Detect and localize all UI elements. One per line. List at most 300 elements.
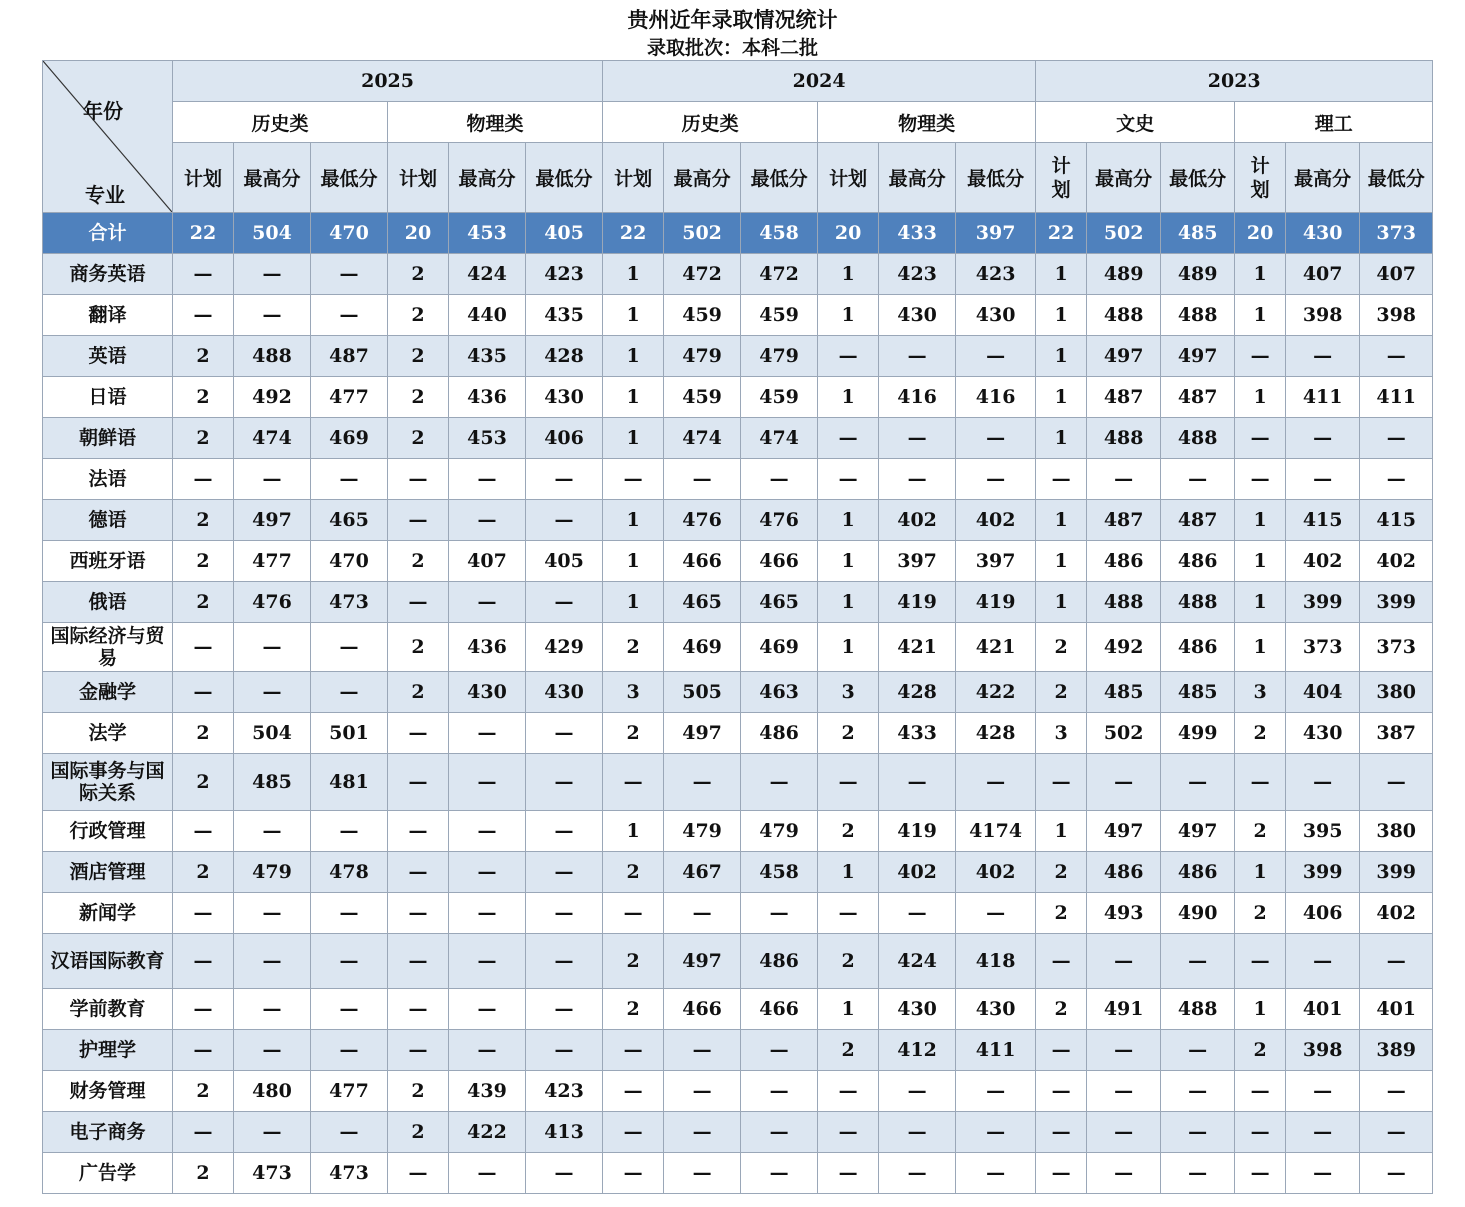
table-row <box>43 418 1433 459</box>
value-cell: — <box>173 1112 234 1153</box>
value-cell: 424 <box>449 254 526 295</box>
major-name-cell: 法语 <box>43 459 173 500</box>
value-cell: 480 <box>234 1071 311 1112</box>
value-cell: 486 <box>1161 623 1235 672</box>
value-cell: 433 <box>879 713 956 754</box>
value-cell: 406 <box>526 418 603 459</box>
value-cell: 463 <box>741 672 818 713</box>
value-cell: 22 <box>1036 213 1087 254</box>
value-cell: 1 <box>818 377 879 418</box>
value-cell: — <box>1161 1071 1235 1112</box>
value-cell: — <box>879 1071 956 1112</box>
major-name-cell: 电子商务 <box>43 1112 173 1153</box>
value-cell: — <box>526 713 603 754</box>
value-cell: 399 <box>1286 582 1360 623</box>
value-cell: — <box>173 1030 234 1071</box>
value-cell: — <box>1036 1112 1087 1153</box>
value-cell: — <box>1235 1112 1286 1153</box>
value-cell: 474 <box>741 418 818 459</box>
value-cell: — <box>173 934 234 989</box>
value-cell: 465 <box>311 500 388 541</box>
value-cell: — <box>526 459 603 500</box>
table-row <box>43 713 1433 754</box>
value-cell: 1 <box>1235 989 1286 1030</box>
value-cell: 430 <box>1286 213 1360 254</box>
table-row <box>43 459 1433 500</box>
value-cell: 2 <box>603 852 664 893</box>
group-header: 理工 <box>1235 102 1433 143</box>
table-row <box>43 336 1433 377</box>
value-cell: 397 <box>879 541 956 582</box>
value-cell: 428 <box>526 336 603 377</box>
value-cell: — <box>741 459 818 500</box>
value-cell: — <box>234 623 311 672</box>
value-cell: — <box>173 672 234 713</box>
value-cell: 488 <box>1161 582 1235 623</box>
value-cell: — <box>818 1112 879 1153</box>
value-cell: — <box>1087 1030 1161 1071</box>
value-cell: 488 <box>1087 418 1161 459</box>
value-cell: — <box>1235 336 1286 377</box>
page-subtitle: 录取批次：本科二批 <box>646 37 818 59</box>
value-cell: 2 <box>173 713 234 754</box>
value-cell: — <box>741 1112 818 1153</box>
value-cell: — <box>234 459 311 500</box>
value-cell: — <box>664 1153 741 1194</box>
value-cell: — <box>234 893 311 934</box>
value-cell: 481 <box>311 754 388 811</box>
value-cell: 476 <box>741 500 818 541</box>
value-cell: 404 <box>1286 672 1360 713</box>
value-cell: 487 <box>311 336 388 377</box>
value-cell: — <box>1235 1071 1286 1112</box>
value-cell: 1 <box>603 541 664 582</box>
column-header <box>311 143 388 213</box>
value-cell: — <box>1161 459 1235 500</box>
value-cell: 2 <box>388 1071 449 1112</box>
value-cell: 1 <box>818 541 879 582</box>
value-cell: 486 <box>1161 541 1235 582</box>
value-cell: 465 <box>664 582 741 623</box>
value-cell: — <box>741 1153 818 1194</box>
value-cell: — <box>1036 1071 1087 1112</box>
value-cell: 2 <box>1235 1030 1286 1071</box>
value-cell: 485 <box>1161 672 1235 713</box>
value-cell: — <box>234 672 311 713</box>
value-cell: 423 <box>526 1071 603 1112</box>
value-cell: 497 <box>1087 336 1161 377</box>
column-header-label: 最高分 <box>673 168 731 190</box>
value-cell: 487 <box>1161 377 1235 418</box>
value-cell: — <box>1360 1112 1433 1153</box>
value-cell: 2 <box>388 418 449 459</box>
value-cell: 491 <box>1087 989 1161 1030</box>
major-name-cell: 合计 <box>43 213 173 254</box>
value-cell: 504 <box>234 213 311 254</box>
table-row <box>43 1030 1433 1071</box>
value-cell: 428 <box>879 672 956 713</box>
value-cell: 488 <box>234 336 311 377</box>
value-cell: — <box>818 1153 879 1194</box>
value-cell: — <box>1087 934 1161 989</box>
value-cell: 497 <box>664 713 741 754</box>
value-cell: — <box>1286 336 1360 377</box>
value-cell: 1 <box>818 623 879 672</box>
value-cell: — <box>1161 934 1235 989</box>
value-cell: — <box>388 934 449 989</box>
column-header <box>1235 143 1286 213</box>
corner-year-label: 年份 <box>83 99 123 123</box>
value-cell: 2 <box>388 336 449 377</box>
major-name-cell: 新闻学 <box>43 893 173 934</box>
value-cell: 477 <box>234 541 311 582</box>
value-cell: 458 <box>741 852 818 893</box>
major-name-cell: 金融学 <box>43 672 173 713</box>
table-row <box>43 934 1433 989</box>
table-row <box>43 989 1433 1030</box>
major-name-cell: 朝鲜语 <box>43 418 173 459</box>
value-cell: — <box>603 1153 664 1194</box>
corner-major-label: 专业 <box>85 183 125 207</box>
value-cell: — <box>879 459 956 500</box>
value-cell: 490 <box>1161 893 1235 934</box>
table-row <box>43 582 1433 623</box>
value-cell: — <box>818 754 879 811</box>
value-cell: — <box>1235 1153 1286 1194</box>
value-cell: — <box>1360 418 1433 459</box>
value-cell: — <box>449 811 526 852</box>
value-cell: 474 <box>234 418 311 459</box>
value-cell: — <box>664 1112 741 1153</box>
major-name-cell: 国际经济与贸易 <box>43 623 173 672</box>
value-cell: 20 <box>1235 213 1286 254</box>
column-header <box>741 143 818 213</box>
value-cell: — <box>664 893 741 934</box>
value-cell: 380 <box>1360 811 1433 852</box>
value-cell: 493 <box>1087 893 1161 934</box>
value-cell: 398 <box>1360 295 1433 336</box>
value-cell: 1 <box>1036 254 1087 295</box>
table-row <box>43 754 1433 811</box>
value-cell: — <box>956 893 1036 934</box>
value-cell: — <box>1286 934 1360 989</box>
value-cell: 20 <box>818 213 879 254</box>
value-cell: — <box>526 811 603 852</box>
value-cell: 2 <box>173 336 234 377</box>
value-cell: 435 <box>526 295 603 336</box>
value-cell: 453 <box>449 213 526 254</box>
column-header <box>818 143 879 213</box>
value-cell: — <box>173 623 234 672</box>
value-cell: 466 <box>664 989 741 1030</box>
value-cell: — <box>173 893 234 934</box>
major-name-cell: 广告学 <box>43 1153 173 1194</box>
column-header <box>1161 143 1235 213</box>
value-cell: 430 <box>449 672 526 713</box>
value-cell: 415 <box>1286 500 1360 541</box>
column-header-label: 最高分 <box>243 168 301 190</box>
value-cell: 486 <box>741 934 818 989</box>
value-cell: 430 <box>1286 713 1360 754</box>
value-cell: — <box>603 754 664 811</box>
value-cell: 2 <box>388 1112 449 1153</box>
value-cell: 1 <box>1235 852 1286 893</box>
major-name-cell: 行政管理 <box>43 811 173 852</box>
value-cell: 397 <box>956 541 1036 582</box>
value-cell: — <box>1286 418 1360 459</box>
value-cell: — <box>1360 336 1433 377</box>
value-cell: — <box>1235 934 1286 989</box>
value-cell: 470 <box>311 213 388 254</box>
value-cell: 395 <box>1286 811 1360 852</box>
value-cell: 1 <box>603 418 664 459</box>
value-cell: 502 <box>664 213 741 254</box>
value-cell: 453 <box>449 418 526 459</box>
column-header <box>1087 143 1161 213</box>
value-cell: 2 <box>818 713 879 754</box>
column-header-label: 最高分 <box>1294 168 1352 190</box>
value-cell: 3 <box>1235 672 1286 713</box>
value-cell: 430 <box>526 377 603 418</box>
value-cell: — <box>956 459 1036 500</box>
value-cell: 487 <box>1087 500 1161 541</box>
column-header <box>879 143 956 213</box>
value-cell: — <box>818 418 879 459</box>
value-cell: — <box>664 1071 741 1112</box>
value-cell: 406 <box>1286 893 1360 934</box>
value-cell: — <box>173 459 234 500</box>
major-name-cell: 西班牙语 <box>43 541 173 582</box>
value-cell: 488 <box>1087 295 1161 336</box>
value-cell: — <box>449 1153 526 1194</box>
value-cell: — <box>1286 1112 1360 1153</box>
value-cell: 416 <box>879 377 956 418</box>
value-cell: 399 <box>1360 852 1433 893</box>
value-cell: — <box>1235 418 1286 459</box>
value-cell: — <box>879 336 956 377</box>
column-header <box>956 143 1036 213</box>
value-cell: 479 <box>741 811 818 852</box>
value-cell: 489 <box>1161 254 1235 295</box>
value-cell: 1 <box>818 500 879 541</box>
value-cell: — <box>1235 459 1286 500</box>
value-cell: 415 <box>1360 500 1433 541</box>
major-name-cell: 翻译 <box>43 295 173 336</box>
value-cell: — <box>311 459 388 500</box>
value-cell: 380 <box>1360 672 1433 713</box>
value-cell: 505 <box>664 672 741 713</box>
value-cell: — <box>741 1030 818 1071</box>
value-cell: 405 <box>526 541 603 582</box>
table-row <box>43 377 1433 418</box>
value-cell: 1 <box>1036 418 1087 459</box>
value-cell: 473 <box>311 582 388 623</box>
value-cell: 476 <box>234 582 311 623</box>
value-cell: 486 <box>741 713 818 754</box>
value-cell: — <box>603 1030 664 1071</box>
value-cell: 430 <box>526 672 603 713</box>
value-cell: 412 <box>879 1030 956 1071</box>
table-row <box>43 852 1433 893</box>
major-name-cell: 护理学 <box>43 1030 173 1071</box>
table-row <box>43 295 1433 336</box>
value-cell: — <box>1161 1030 1235 1071</box>
value-cell: — <box>1036 1030 1087 1071</box>
value-cell: 2 <box>173 541 234 582</box>
value-cell: — <box>311 989 388 1030</box>
value-cell: — <box>956 1071 1036 1112</box>
value-cell: — <box>1235 754 1286 811</box>
value-cell: 489 <box>1087 254 1161 295</box>
major-name-cell: 商务英语 <box>43 254 173 295</box>
value-cell: — <box>234 295 311 336</box>
value-cell: 2 <box>603 623 664 672</box>
value-cell: 419 <box>879 811 956 852</box>
group-header: 物理类 <box>388 102 603 143</box>
column-header <box>526 143 603 213</box>
column-header-label: 最低分 <box>967 168 1025 190</box>
value-cell: — <box>526 754 603 811</box>
value-cell: 1 <box>603 295 664 336</box>
value-cell: 411 <box>1286 377 1360 418</box>
value-cell: 402 <box>1360 893 1433 934</box>
value-cell: 469 <box>664 623 741 672</box>
value-cell: — <box>879 893 956 934</box>
value-cell: 504 <box>234 713 311 754</box>
value-cell: 502 <box>1087 213 1161 254</box>
column-header <box>449 143 526 213</box>
value-cell: — <box>1087 1071 1161 1112</box>
value-cell: — <box>1036 459 1087 500</box>
value-cell: — <box>173 295 234 336</box>
value-cell: — <box>311 1112 388 1153</box>
value-cell: 459 <box>664 377 741 418</box>
value-cell: 486 <box>1087 541 1161 582</box>
value-cell: — <box>388 852 449 893</box>
value-cell: — <box>879 418 956 459</box>
value-cell: 485 <box>1161 213 1235 254</box>
column-header-label: 最高分 <box>888 168 946 190</box>
value-cell: 1 <box>1235 295 1286 336</box>
value-cell: — <box>1360 1071 1433 1112</box>
value-cell: 1 <box>603 582 664 623</box>
column-header-label: 最低分 <box>320 168 378 190</box>
value-cell: 373 <box>1360 623 1433 672</box>
column-header-label: 计划 <box>1051 154 1071 201</box>
value-cell: 424 <box>879 934 956 989</box>
column-header <box>173 143 234 213</box>
corner-header-cell <box>43 61 173 213</box>
value-cell: — <box>449 893 526 934</box>
value-cell: — <box>1161 754 1235 811</box>
value-cell: — <box>741 754 818 811</box>
value-cell: 411 <box>956 1030 1036 1071</box>
value-cell: 1 <box>818 989 879 1030</box>
value-cell: — <box>1087 1153 1161 1194</box>
value-cell: 2 <box>388 295 449 336</box>
value-cell: 466 <box>741 989 818 1030</box>
value-cell: 1 <box>1036 811 1087 852</box>
value-cell: 478 <box>311 852 388 893</box>
major-name-cell: 汉语国际教育 <box>43 934 173 989</box>
value-cell: 418 <box>956 934 1036 989</box>
value-cell: 402 <box>879 852 956 893</box>
value-cell: 22 <box>173 213 234 254</box>
value-cell: — <box>526 1030 603 1071</box>
value-cell: 1 <box>603 254 664 295</box>
value-cell: — <box>173 811 234 852</box>
value-cell: — <box>1286 1071 1360 1112</box>
value-cell: 1 <box>1036 336 1087 377</box>
value-cell: 2 <box>388 541 449 582</box>
value-cell: — <box>526 500 603 541</box>
value-cell: 1 <box>818 295 879 336</box>
value-cell: — <box>741 1071 818 1112</box>
value-cell: 497 <box>234 500 311 541</box>
value-cell: 488 <box>1161 295 1235 336</box>
column-header-label: 最高分 <box>1095 168 1153 190</box>
value-cell: 458 <box>741 213 818 254</box>
value-cell: 465 <box>741 582 818 623</box>
column-header <box>1360 143 1433 213</box>
value-cell: 4174 <box>956 811 1036 852</box>
value-cell: — <box>388 582 449 623</box>
value-cell: 399 <box>1286 852 1360 893</box>
value-cell: — <box>234 254 311 295</box>
value-cell: — <box>449 713 526 754</box>
value-cell: — <box>1360 754 1433 811</box>
value-cell: 477 <box>311 377 388 418</box>
value-cell: 2 <box>1036 672 1087 713</box>
value-cell: — <box>234 989 311 1030</box>
value-cell: — <box>1036 934 1087 989</box>
value-cell: 2 <box>603 934 664 989</box>
value-cell: — <box>664 459 741 500</box>
value-cell: 1 <box>1036 295 1087 336</box>
value-cell: — <box>603 459 664 500</box>
value-cell: 459 <box>741 377 818 418</box>
value-cell: 474 <box>664 418 741 459</box>
total-row <box>43 213 1433 254</box>
value-cell: — <box>664 754 741 811</box>
major-name-cell: 学前教育 <box>43 989 173 1030</box>
value-cell: — <box>956 336 1036 377</box>
column-header-label: 最低分 <box>750 168 808 190</box>
value-cell: 402 <box>879 500 956 541</box>
table-row <box>43 1112 1433 1153</box>
value-cell: — <box>388 989 449 1030</box>
value-cell: 488 <box>1087 582 1161 623</box>
value-cell: 423 <box>879 254 956 295</box>
value-cell: — <box>449 754 526 811</box>
value-cell: 430 <box>956 989 1036 1030</box>
value-cell: — <box>311 893 388 934</box>
value-cell: 1 <box>1235 623 1286 672</box>
column-header-label: 最低分 <box>1169 168 1227 190</box>
value-cell: 430 <box>956 295 1036 336</box>
value-cell: 2 <box>388 672 449 713</box>
value-cell: 2 <box>173 1071 234 1112</box>
value-cell: 2 <box>388 254 449 295</box>
value-cell: 423 <box>956 254 1036 295</box>
value-cell: 439 <box>449 1071 526 1112</box>
value-cell: 486 <box>1161 852 1235 893</box>
table-row <box>43 541 1433 582</box>
value-cell: 1 <box>1036 541 1087 582</box>
column-header-label: 最高分 <box>458 168 516 190</box>
value-cell: 402 <box>1286 541 1360 582</box>
value-cell: 472 <box>664 254 741 295</box>
